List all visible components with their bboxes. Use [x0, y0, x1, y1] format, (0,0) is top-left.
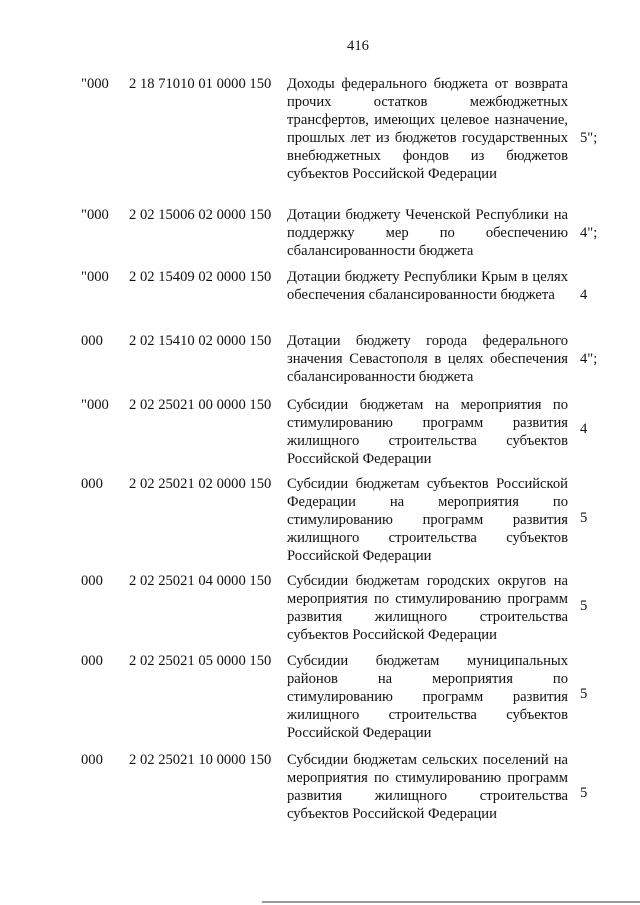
admin-code: 000 [81, 476, 103, 492]
budget-classification-code: 2 02 25021 02 0000 150 [129, 476, 272, 492]
admin-code: "000 [81, 76, 109, 92]
row-value: 5 [580, 686, 588, 702]
budget-classification-code: 2 02 25021 00 0000 150 [129, 397, 272, 413]
admin-code: "000 [81, 207, 109, 223]
row-value: 5 [580, 598, 588, 614]
admin-code: 000 [81, 653, 103, 669]
row-value: 4 [580, 421, 588, 437]
row-value: 4"; [580, 225, 598, 241]
row-description: Субсидии бюджетам сельских поселений на мероприятия по стимулированию программ развития жилищного строительства субъектов Российской Федерации [287, 752, 568, 822]
row-description: Субсидии бюджетам на мероприятия по стимулированию программ развития жилищного строительства субъектов Российской Федерации [287, 397, 568, 467]
budget-classification-code: 2 02 25021 10 0000 150 [129, 752, 272, 768]
row-description: Доходы федерального бюджета от возврата прочих остатков межбюджетных трансфертов, имеющих целевое назначение, прошлых лет из бюджетов государственных внебюджетных фондов из бюджетов субъектов Российской Федерации [287, 76, 568, 182]
row-description: Дотации бюджету Республики Крым в целях обеспечения сбалансированности бюджета [287, 269, 568, 303]
budget-classification-code: 2 02 15006 02 0000 150 [129, 207, 272, 223]
budget-classification-code: 2 02 15409 02 0000 150 [129, 269, 272, 285]
admin-code: "000 [81, 397, 109, 413]
admin-code: 000 [81, 752, 103, 768]
budget-classification-code: 2 18 71010 01 0000 150 [129, 76, 272, 92]
budget-classification-code: 2 02 25021 05 0000 150 [129, 653, 272, 669]
row-value: 5 [580, 785, 588, 801]
row-description: Дотации бюджету города федерального значения Севастополя в целях обеспечения сбалансированности бюджета [287, 333, 568, 385]
admin-code: 000 [81, 573, 103, 589]
row-value: 4"; [580, 351, 598, 367]
row-description: Дотации бюджету Чеченской Республики на поддержку мер по обеспечению сбалансированности бюджета [287, 207, 568, 259]
page-number: 416 [347, 38, 369, 54]
row-value: 4 [580, 287, 588, 303]
admin-code: "000 [81, 269, 109, 285]
row-value: 5 [580, 510, 588, 526]
admin-code: 000 [81, 333, 103, 349]
row-description: Субсидии бюджетам муниципальных районов на мероприятия по стимулированию программ развития жилищного строительства субъектов Российской Федерации [287, 653, 568, 741]
row-value: 5"; [580, 130, 598, 146]
row-description: Субсидии бюджетам субъектов Российской Федерации на мероприятия по стимулированию программ развития жилищного строительства субъектов Российской Федерации [287, 476, 568, 564]
budget-classification-code: 2 02 15410 02 0000 150 [129, 333, 272, 349]
budget-classification-code: 2 02 25021 04 0000 150 [129, 573, 272, 589]
bottom-edge-rule [262, 901, 640, 903]
row-description: Субсидии бюджетам городских округов на мероприятия по стимулированию программ развития жилищного строительства субъектов Российской Федерации [287, 573, 568, 643]
